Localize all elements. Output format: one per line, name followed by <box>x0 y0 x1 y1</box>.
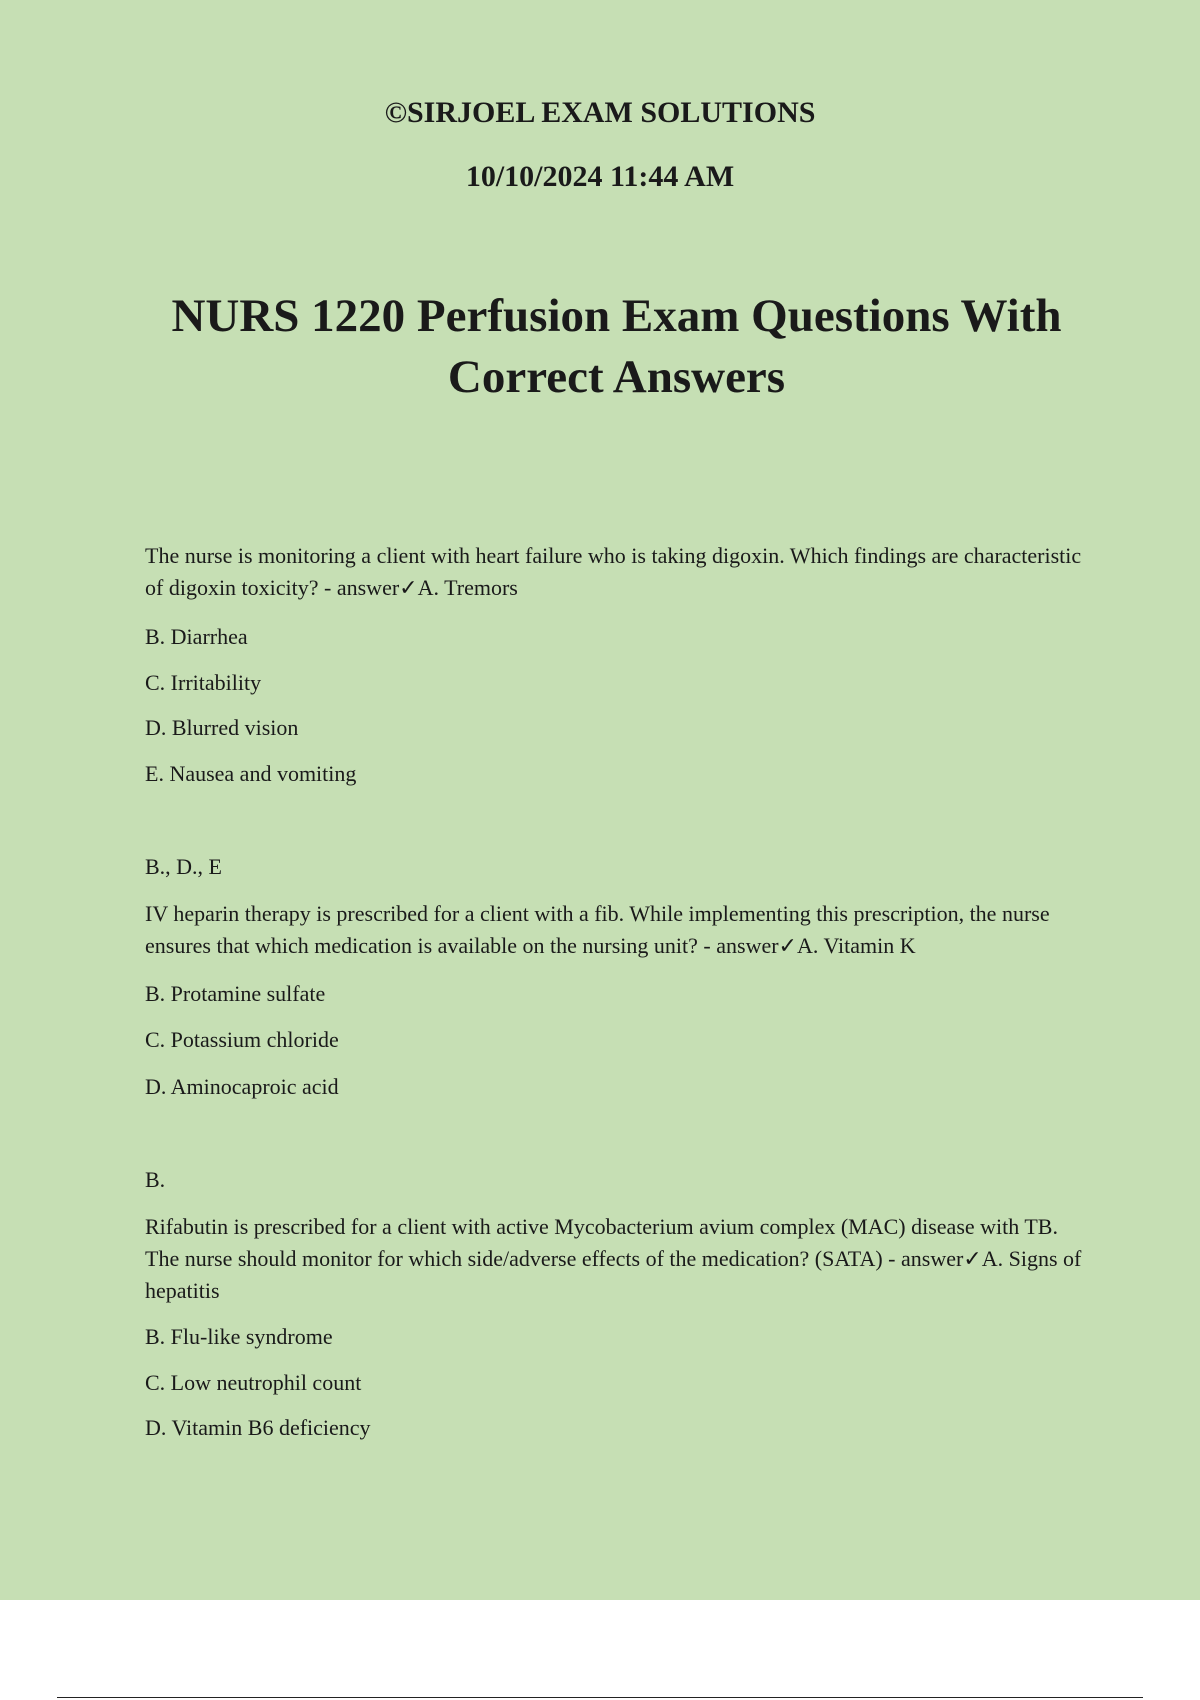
document-title: NURS 1220 Perfusion Exam Questions With Correct Answers <box>171 290 1062 403</box>
question-3-option-b: B. Flu-like syndrome <box>145 1324 333 1349</box>
question-3-option-d: D. Vitamin B6 deficiency <box>145 1415 371 1440</box>
page-divider-line <box>57 1697 1143 1698</box>
question-3-option-c: C. Low neutrophil count <box>145 1370 362 1395</box>
question-2-option-c: C. Potassium chloride <box>145 1027 339 1052</box>
brand-header: ©SIRJOEL EXAM SOLUTIONS <box>384 96 816 129</box>
question-1-option-b: B. Diarrhea <box>145 624 248 649</box>
question-1-text: The nurse is monitoring a client with heart failure who is taking digoxin. Which findings are characteristic of digoxin toxicity? - answer✓A. Tremors <box>145 543 1082 600</box>
question-1-option-e: E. Nausea and vomiting <box>145 761 357 786</box>
question-2-text: IV heparin therapy is prescribed for a client with a fib. While implementing this prescription, the nurse ensures that which medication is available on the nursing unit? - answer✓A. Vitamin K <box>145 901 1050 958</box>
question-2-option-d: D. Aminocaproic acid <box>145 1074 339 1099</box>
date-time-stamp: 10/10/2024 11:44 AM <box>465 160 735 193</box>
question-3-text: Rifabutin is prescribed for a client with active Mycobacterium avium complex (MAC) disease with TB. The nurse should monitor for which side/adverse effects of the medication? (SATA) - answer✓A. Signs of hepatitis <box>145 1214 1082 1303</box>
question-2-answer: B. <box>145 1167 166 1192</box>
question-1-option-d: D. Blurred vision <box>145 715 299 740</box>
question-1-option-c: C. Irritability <box>145 670 262 695</box>
question-1-answer: B., D., E <box>145 854 222 879</box>
question-2-option-b: B. Protamine sulfate <box>145 981 326 1006</box>
